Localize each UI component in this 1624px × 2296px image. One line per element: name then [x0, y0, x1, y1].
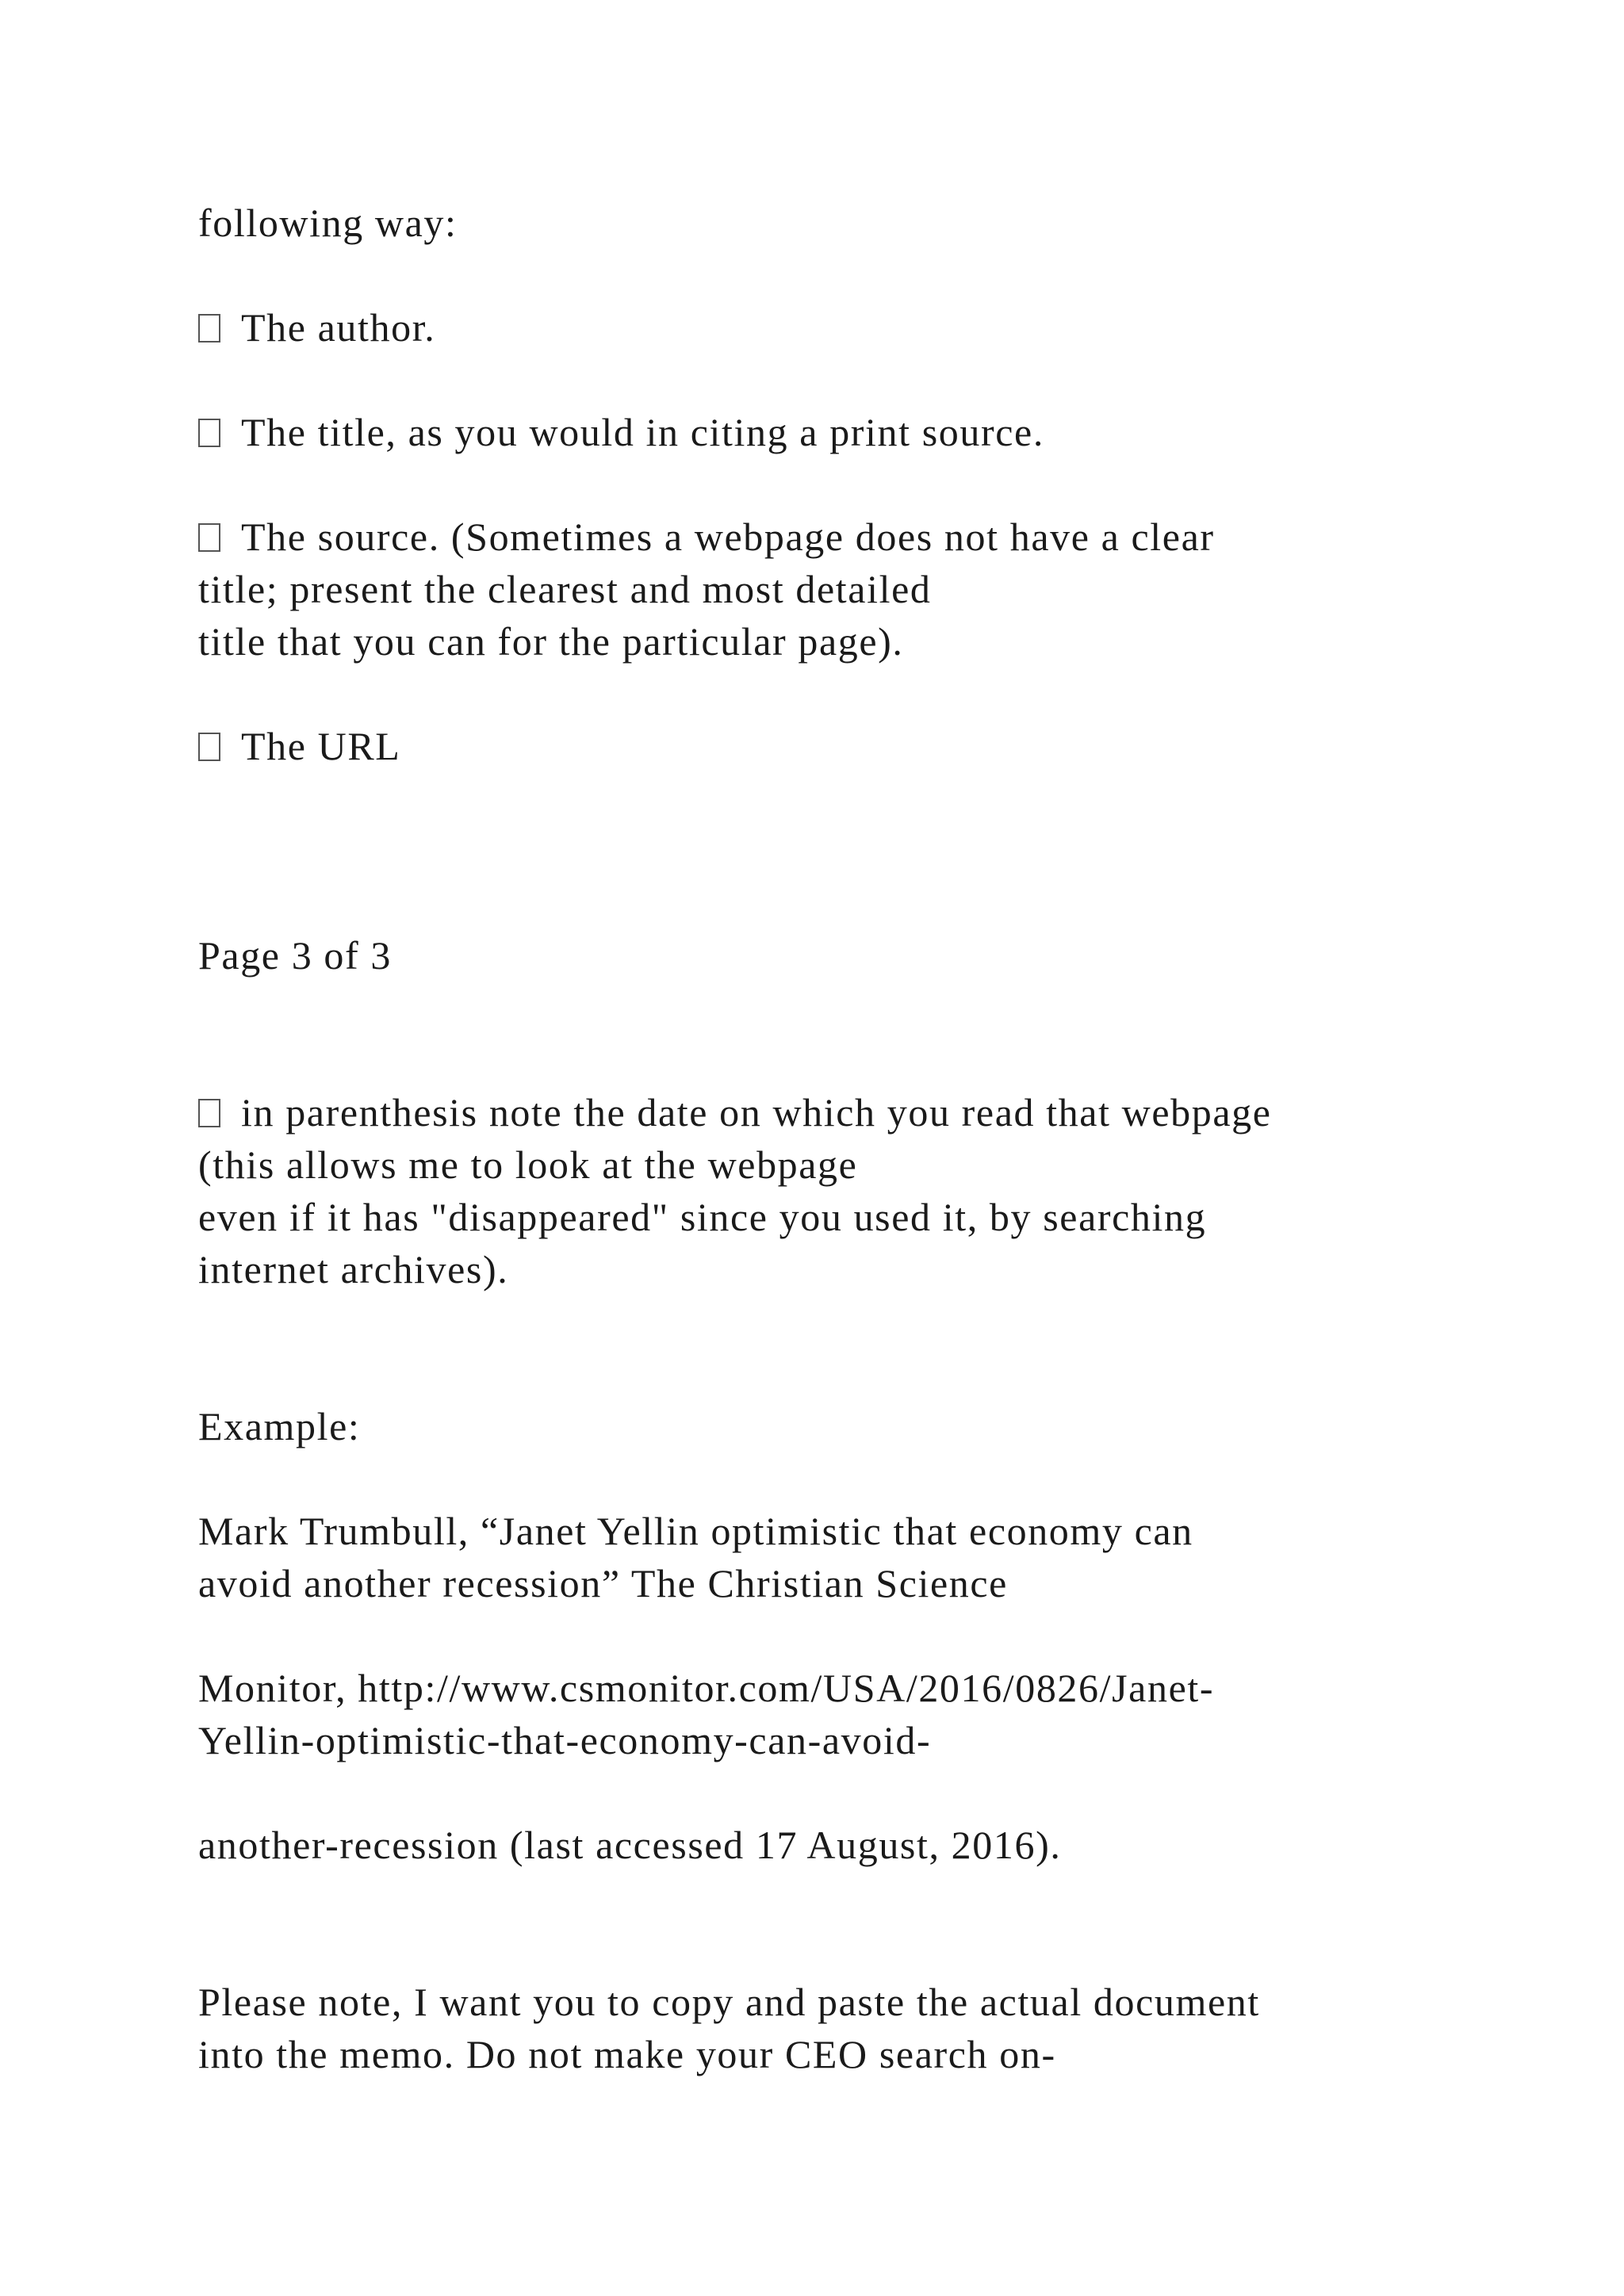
example-citation-line: another-recession (last accessed 17 August, 2016).	[198, 1823, 1062, 1867]
bullet-box-icon	[198, 733, 220, 761]
bullet-text-continued: internet archives).	[198, 1247, 509, 1292]
bullet-item-source	[198, 511, 1215, 563]
bullet-text: The URL	[241, 724, 401, 768]
bullet-box-icon	[198, 314, 220, 342]
bullet-text: The author.	[241, 305, 436, 350]
bullet-box-icon	[198, 523, 220, 552]
example-citation-line: Monitor, http://www.csmonitor.com/USA/2016/0826/Janet-	[198, 1666, 1215, 1710]
bullet-item-author	[198, 301, 435, 354]
example-citation-line: avoid another recession” The Christian Science	[198, 1561, 1008, 1605]
bullet-text: The source. (Sometimes a webpage does not have a clear	[241, 515, 1215, 559]
example-citation-line: Yellin-optimistic-that-economy-can-avoid-	[198, 1718, 932, 1762]
page-indicator: Page 3 of 3	[198, 933, 392, 978]
note-line: Please note, I want you to copy and paste the actual document	[198, 1980, 1260, 2024]
example-label: Example:	[198, 1404, 361, 1448]
intro-text: following way:	[198, 201, 458, 245]
bullet-text-continued: (this allows me to look at the webpage	[198, 1142, 858, 1187]
bullet-box-icon	[198, 1099, 220, 1127]
bullet-text-continued: title that you can for the particular page).	[198, 619, 904, 664]
note-line: into the memo. Do not make your CEO search on-	[198, 2032, 1056, 2076]
bullet-box-icon	[198, 419, 220, 447]
bullet-text-continued: even if it has "disappeared" since you used it, by searching	[198, 1195, 1207, 1239]
bullet-item-date	[198, 1086, 1272, 1138]
example-citation-line: Mark Trumbull, “Janet Yellin optimistic that economy can	[198, 1509, 1193, 1553]
bullet-text: in parenthesis note the date on which you read that webpage	[241, 1090, 1272, 1135]
bullet-item-title	[198, 406, 1044, 458]
bullet-item-url	[198, 720, 400, 772]
bullet-text: The title, as you would in citing a print source.	[241, 410, 1044, 454]
bullet-text-continued: title; present the clearest and most detailed	[198, 567, 932, 611]
